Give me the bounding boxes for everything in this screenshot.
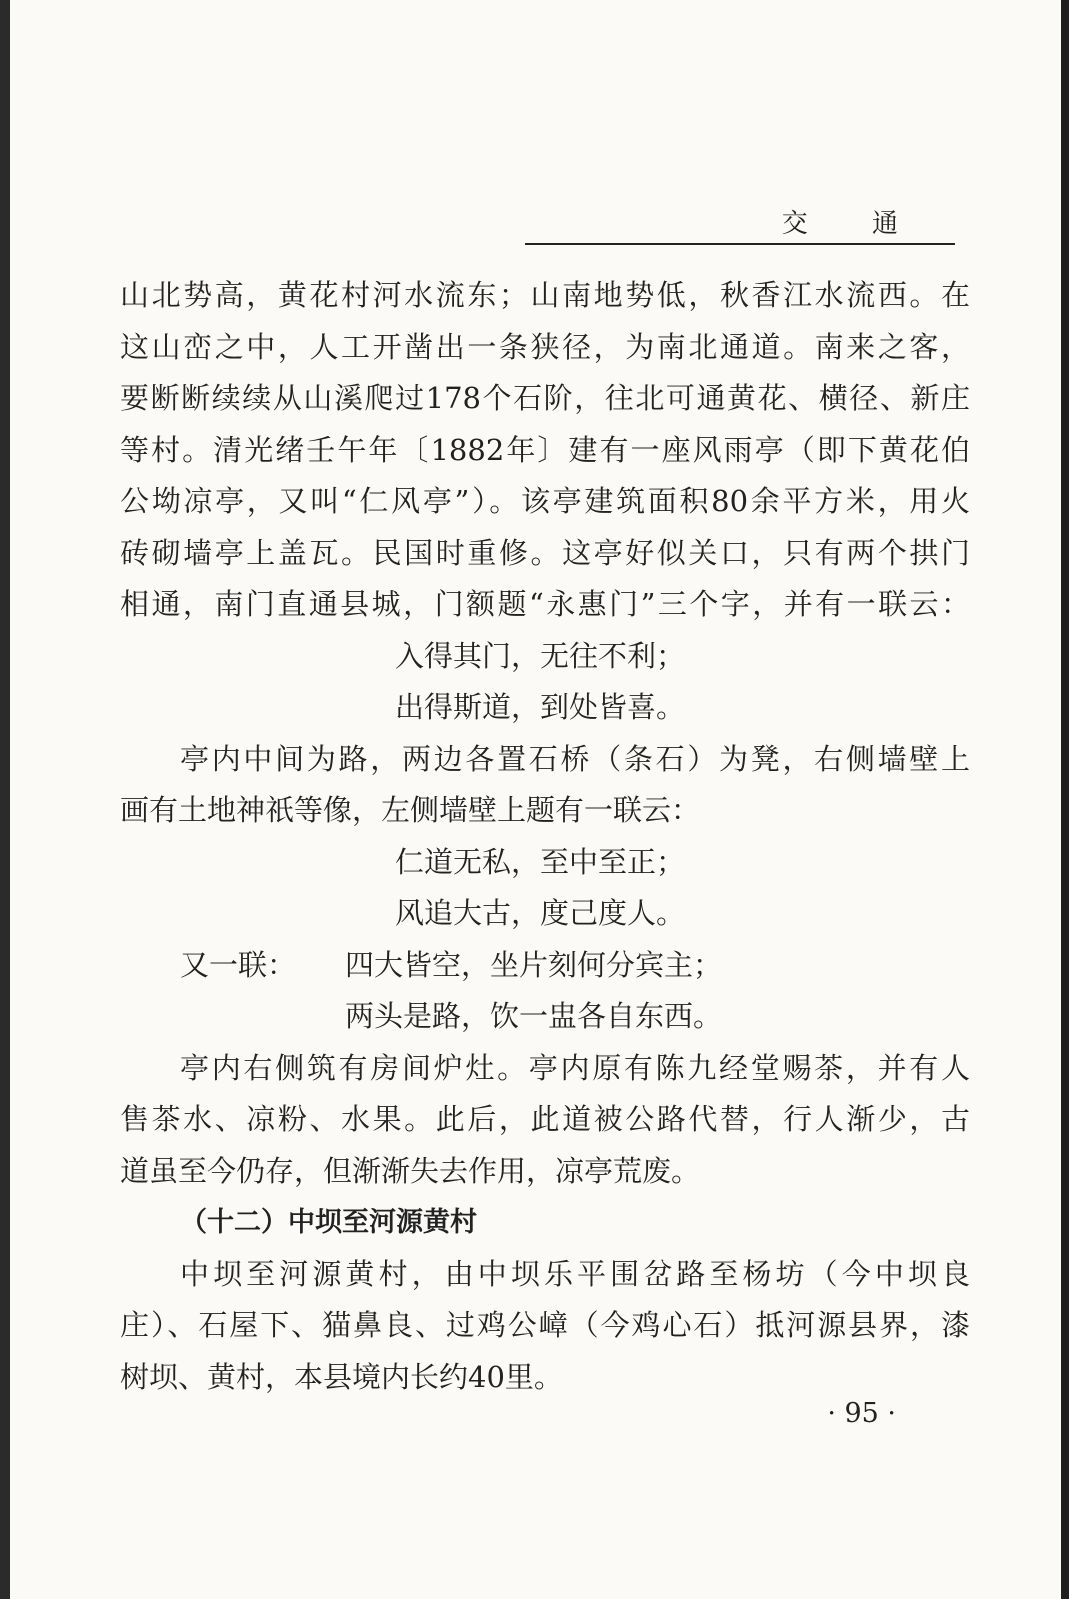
couplet-line: 风追大古，度己度人。 bbox=[395, 896, 686, 930]
text-line: 庄）、石屋下、猫鼻良、过鸡公嶂（今鸡心石）抵河源县界，漆 bbox=[120, 1308, 970, 1342]
header-rule bbox=[525, 243, 955, 245]
text-line: 画有土地神祇等像，左侧墙壁上题有一联云： bbox=[120, 793, 701, 827]
text-line: 树坝、黄村，本县境内长约40里。 bbox=[120, 1359, 563, 1394]
text-line: 相通，南门直通县城，门额题“永惠门”三个字，并有一联云： bbox=[120, 587, 970, 621]
text-line: 亭内右侧筑有房间炉灶。亭内原有陈九经堂赐茶，并有人 bbox=[180, 1050, 970, 1085]
text-line: 要断断续续从山溪爬过178个石阶，往北可通黄花、横径、新庄 bbox=[120, 381, 970, 415]
running-header: 交 通 bbox=[781, 209, 926, 239]
text-line: 道虽至今仍存，但渐渐失去作用，凉亭荒废。 bbox=[120, 1153, 701, 1188]
text-line: 砖砌墙亭上盖瓦。民国时重修。这亭好似关口，只有两个拱门 bbox=[120, 535, 970, 570]
couplet-line: 两头是路，饮一盅各自东西。 bbox=[345, 999, 723, 1033]
text-line: 中坝至河源黄村，由中坝乐平围岔路至杨坊（今中坝良 bbox=[180, 1256, 970, 1291]
couplet-line: 仁道无私，至中至正； bbox=[395, 844, 686, 879]
couplet-labeled bbox=[120, 940, 970, 992]
text-line: 售茶水、凉粉、水果。此后，此道被公路代替，行人渐少，古 bbox=[120, 1102, 970, 1136]
page-number: · 95 · bbox=[827, 1398, 896, 1429]
text-line: 山北势高，黄花村河水流东；山南地势低，秋香江水流西。在 bbox=[120, 278, 970, 312]
couplet-label: 又一联： bbox=[180, 947, 297, 982]
text-line: 亭内中间为路，两边各置石桥（条石）为凳，右侧墙壁上 bbox=[180, 741, 970, 776]
text-line: 公坳凉亭，又叫“仁风亭”）。该亭建筑面积80余平方米，用火 bbox=[120, 484, 970, 518]
text-line: 这山峦之中，人工开凿出一条狭径，为南北通道。南来之客， bbox=[120, 329, 970, 364]
couplet-line: 入得其门，无往不利； bbox=[395, 638, 686, 673]
couplet-line: 四大皆空，坐片刻何分宾主； bbox=[345, 947, 723, 982]
page-body bbox=[120, 270, 970, 1403]
section-heading: （十二）中坝至河源黄村 bbox=[180, 1207, 477, 1238]
couplet-line: 出得斯道，到处皆喜。 bbox=[395, 690, 686, 724]
text-line: 等村。清光绪壬午年〔1882年〕建有一座风雨亭（即下黄花伯 bbox=[120, 432, 970, 467]
